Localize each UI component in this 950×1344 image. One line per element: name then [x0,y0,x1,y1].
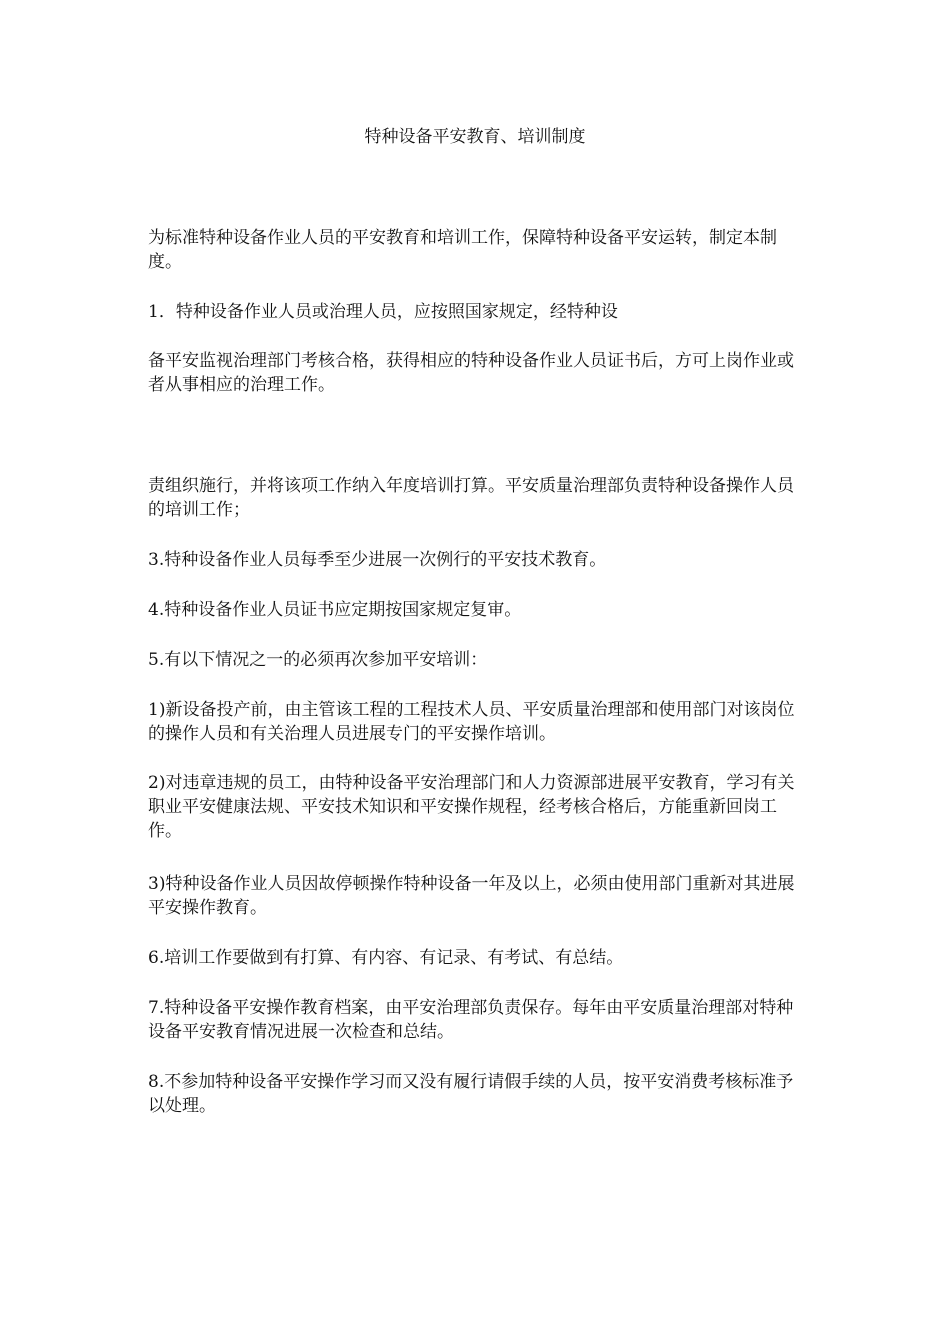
paragraph-item-6: 6.培训工作要做到有打算、有内容、有记录、有考试、有总结。 [148,948,624,968]
paragraph-item-5-sub-3: 3)特种设备作业人员因故停顿操作特种设备一年及以上，必须由使用部门重新对其进展平安操作教育。 [148,874,795,918]
document-title: 特种设备平安教育、培训制度 [364,127,586,147]
paragraph-item-4: 4.特种设备作业人员证书应定期按国家规定复审。 [148,600,522,620]
paragraph-item-2-continued: 责组织施行，并将该项工作纳入年度培训打算。平安质量治理部负责特种设备操作人员的培训工作； [148,476,794,520]
paragraph-intro: 为标准特种设备作业人员的平安教育和培训工作，保障特种设备平安运转，制定本制度。 [148,228,777,272]
paragraph-item-1-continued: 备平安监视治理部门考核合格，获得相应的特种设备作业人员证书后，方可上岗作业或者从事相应的治理工作。 [148,351,794,395]
paragraph-item-5-sub-2: 2)对违章违规的员工，由特种设备平安治理部门和人力资源部进展平安教育，学习有关职业平安健康法规、平安技术知识和平安操作规程，经考核合格后，方能重新回岗工作。 [148,773,795,841]
paragraph-item-1: 1．特种设备作业人员或治理人员，应按照国家规定，经特种设 [148,302,618,322]
paragraph-item-5-sub-1: 1)新设备投产前，由主管该工程的工程技术人员、平安质量治理部和使用部门对该岗位的操作人员和有关治理人员进展专门的平安操作培训。 [148,700,795,744]
paragraph-item-5: 5.有以下情况之一的必须再次参加平安培训： [148,650,488,670]
paragraph-item-7: 7.特种设备平安操作教育档案，由平安治理部负责保存。每年由平安质量治理部对特种设备平安教育情况进展一次检查和总结。 [148,998,794,1042]
paragraph-item-8: 8.不参加特种设备平安操作学习而又没有履行请假手续的人员，按平安消费考核标准予以处理。 [148,1072,794,1116]
paragraph-item-3: 3.特种设备作业人员每季至少进展一次例行的平安技术教育。 [148,550,607,570]
